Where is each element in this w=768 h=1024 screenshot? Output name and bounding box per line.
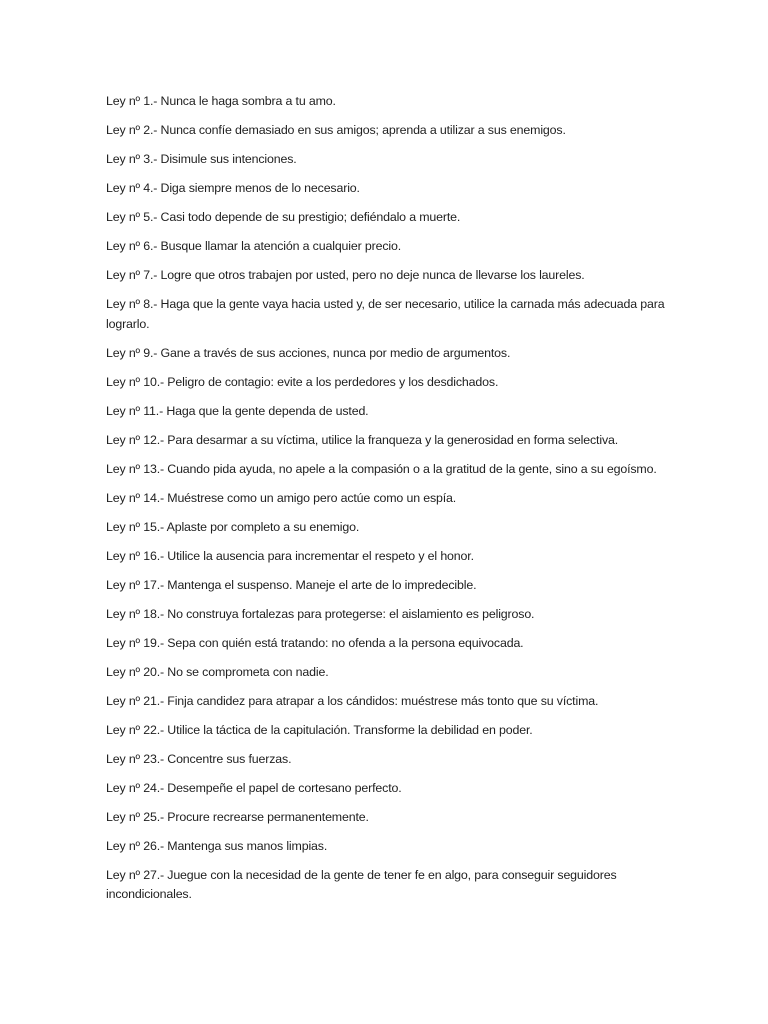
law-item: Ley nº 10.- Peligro de contagio: evite a los perdedores y los desdichados. [106,374,499,389]
law-item: Ley nº 25.- Procure recrearse permanentemente. [106,809,369,824]
law-item: Ley nº 26.- Mantenga sus manos limpias. [106,838,328,853]
law-item: Ley nº 4.- Diga siempre menos de lo necesario. [106,181,360,195]
law-item: Ley nº 9.- Gane a través de sus acciones, nunca por medio de argumentos. [106,345,511,360]
law-item: Ley nº 11.- Haga que la gente dependa de usted. [106,403,369,418]
law-item: Ley nº 23.- Concentre sus fuerzas. [106,751,292,766]
law-item: Ley nº 2.- Nunca confíe demasiado en sus amigos; aprenda a utilizar a sus enemigos. [106,123,566,137]
law-item: Ley nº 13.- Cuando pida ayuda, no apele a la compasión o a la gratitud de la gente, sino a su egoísmo. [106,461,657,476]
law-item: Ley nº 15.- Aplaste por completo a su enemigo. [106,519,360,534]
law-item: Ley nº 17.- Mantenga el suspenso. Maneje el arte de lo impredecible. [106,577,477,592]
law-item: Ley nº 16.- Utilice la ausencia para incrementar el respeto y el honor. [106,548,474,563]
law-item: Ley nº 1.- Nunca le haga sombra a tu amo. [106,94,336,108]
law-item: Ley nº 22.- Utilice la táctica de la capitulación. Transforme la debilidad en poder. [106,722,533,737]
law-item: Ley nº 14.- Muéstrese como un amigo pero actúe como un espía. [106,490,457,505]
law-item: Ley nº 19.- Sepa con quién está tratando: no ofenda a la persona equivocada. [106,635,524,650]
law-item: Ley nº 6.- Busque llamar la atención a cualquier precio. [106,239,402,253]
law-item: Ley nº 3.- Disimule sus intenciones. [106,152,297,166]
law-item: Ley nº 12.- Para desarmar a su víctima, utilice la franqueza y la generosidad en forma selectiva. [106,432,619,447]
law-item: Ley nº 24.- Desempeñe el papel de cortesano perfecto. [106,780,402,795]
law-item: Ley nº 27.- Juegue con la necesidad de la gente de tener fe en algo, para conseguir seguidores incondicionales. [106,867,617,901]
law-item: Ley nº 20.- No se comprometa con nadie. [106,664,329,679]
law-item: Ley nº 18.- No construya fortalezas para protegerse: el aislamiento es peligroso. [106,606,535,621]
law-item: Ley nº 8.- Haga que la gente vaya hacia usted y, de ser necesario, utilice la carnada más adecuada para lograrlo. [106,297,665,331]
law-item: Ley nº 21.- Finja candidez para atrapar a los cándidos: muéstrese más tonto que su víctima. [106,693,599,708]
law-item: Ley nº 7.- Logre que otros trabajen por usted, pero no deje nunca de llevarse los laureles. [106,268,585,282]
law-item: Ley nº 5.- Casi todo depende de su prestigio; defiéndalo a muerte. [106,210,461,224]
laws-list [106,92,666,914]
